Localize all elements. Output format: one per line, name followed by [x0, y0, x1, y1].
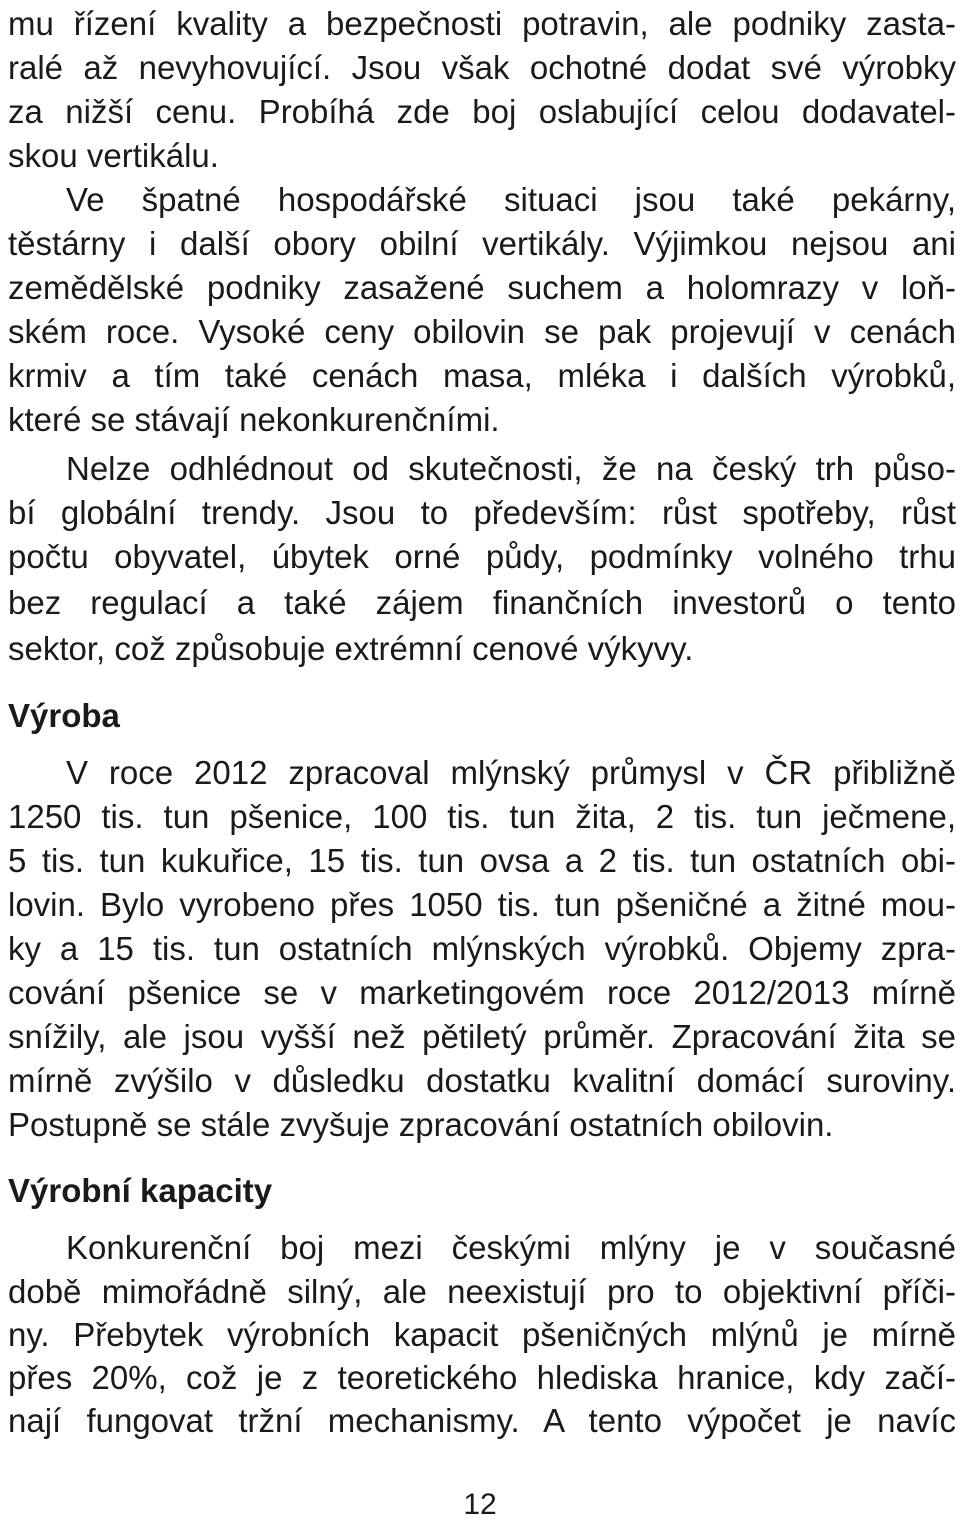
text-line: Konkurenční boj mezi českými mlýny je v současné: [66, 1229, 956, 1266]
text-line: 1250 tis. tun pšenice, 100 tis. tun žita, 2 tis. tun ječmene,: [8, 798, 956, 835]
text-line: lovin. Bylo vyrobeno přes 1050 tis. tun pšeničné a žitné mou-: [8, 886, 956, 923]
text-line: skou vertikálu.: [8, 137, 219, 174]
text-line: mu řízení kvality a bezpečnosti potravin, ale podniky zasta-: [8, 5, 956, 42]
text-line: Postupně se stále zvyšuje zpracování ostatních obilovin.: [8, 1106, 834, 1143]
text-line: bez regulací a také zájem finančních investorů o tento: [8, 584, 956, 621]
text-line: počtu obyvatel, úbytek orné půdy, podmínky volného trhu: [8, 538, 956, 575]
text-line: za nižší cenu. Probíhá zde boj oslabující celou dodavatel-: [8, 93, 956, 130]
text-line: Ve špatné hospodářské situaci jsou také pekárny,: [66, 181, 956, 218]
text-line: ky a 15 tis. tun ostatních mlýnských výrobků. Objemy zpra-: [8, 930, 956, 967]
text-line: 5 tis. tun kukuřice, 15 tis. tun ovsa a 2 tis. tun ostatních obi-: [8, 842, 956, 879]
text-line: bí globální trendy. Jsou to především: růst spotřeby, růst: [8, 494, 956, 531]
text-line: nají fungovat tržní mechanismy. A tento výpočet je navíc: [8, 1402, 956, 1439]
text-line: ny. Přebytek výrobních kapacit pšeničných mlýnů je mírně: [8, 1316, 956, 1353]
text-line: zemědělské podniky zasažené suchem a holomrazy v loň-: [8, 269, 956, 306]
text-line: ralé až nevyhovující. Jsou však ochotné dodat své výrobky: [8, 49, 956, 86]
section-heading-vyroba: Výroba: [8, 697, 120, 734]
text-line: které se stávají nekonkurenčními.: [8, 401, 500, 438]
text-line: přes 20%, což je z teoretického hlediska hranice, kdy začí-: [8, 1359, 956, 1396]
text-line: krmiv a tím také cenách masa, mléka i dalších výrobků,: [8, 357, 956, 394]
text-line: cování pšenice se v marketingovém roce 2012/2013 mírně: [8, 974, 956, 1011]
page-number: 12: [463, 1488, 497, 1521]
section-heading-vyrobni-kapacity: Výrobní kapacity: [8, 1172, 273, 1209]
text-line: době mimořádně silný, ale neexistují pro to objektivní příči-: [8, 1273, 956, 1310]
text-line: mírně zvýšilo v důsledku dostatku kvalitní domácí suroviny.: [8, 1062, 956, 1099]
text-line: ském roce. Vysoké ceny obilovin se pak projevují v cenách: [8, 313, 956, 350]
text-line: Nelze odhlédnout od skutečnosti, že na český trh půso-: [66, 450, 956, 487]
text-line: těstárny i další obory obilní vertikály. Výjimkou nejsou ani: [8, 225, 956, 262]
text-line: snížily, ale jsou vyšší než pětiletý průměr. Zpracování žita se: [8, 1018, 956, 1055]
text-line: sektor, což způsobuje extrémní cenové výkyvy.: [8, 630, 694, 667]
text-line: V roce 2012 zpracoval mlýnský průmysl v ČR přibližně: [66, 754, 956, 791]
